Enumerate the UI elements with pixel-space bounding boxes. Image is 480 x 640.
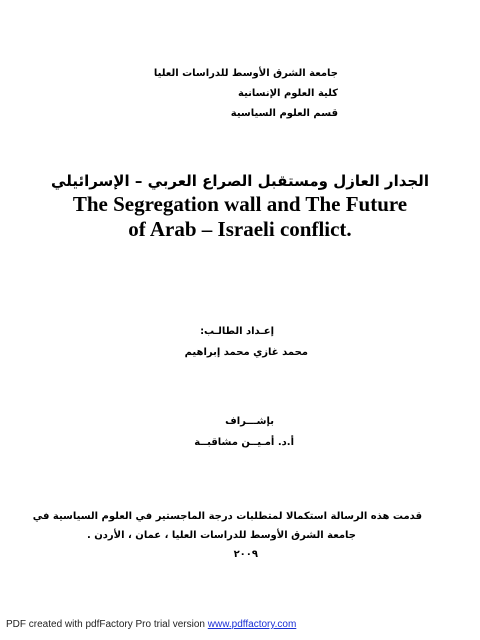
submission-statement-line1: قدمت هذه الرسالة استكمالا لمتطلبات درجة الماجستير في العلوم السياسية في	[32, 511, 422, 522]
pdf-footer	[0, 617, 480, 635]
supervisor-label: بإشـــراف	[225, 416, 274, 427]
supervisor-name: أ.د. أمـيــن مشاقبــة	[194, 437, 294, 448]
thesis-title-arabic: الجدار العازل ومستقبل الصراع العربي – الإسرائيلي	[51, 172, 429, 190]
pdffactory-link[interactable]: www.pdffactory.com	[207, 619, 297, 630]
institution-header	[154, 64, 338, 124]
submission-year: ٢٠٠٩	[233, 549, 258, 560]
university-name: جامعة الشرق الأوسط للدراسات العليا	[153, 68, 338, 79]
thesis-title-english-line1: The Segregation wall and The Future	[72, 192, 408, 216]
faculty-name: كلية العلوم الإنسانية	[238, 88, 338, 99]
student-label: إعـداد الطالـب:	[200, 326, 274, 337]
student-name: محمد غازي محمد إبراهيم	[184, 347, 308, 358]
thesis-title-english	[0, 192, 480, 242]
pdf-footer-label: PDF created with pdfFactory Pro trial version	[6, 619, 205, 630]
department-name: قسم العلوم السياسية	[230, 108, 338, 119]
thesis-title-english-line2: of Arab – Israeli conflict.	[128, 217, 352, 241]
submission-statement-line2: جامعة الشرق الأوسط للدراسات العليا ، عمان ، الأردن .	[86, 530, 356, 541]
pdf-footer-text	[6, 619, 296, 630]
